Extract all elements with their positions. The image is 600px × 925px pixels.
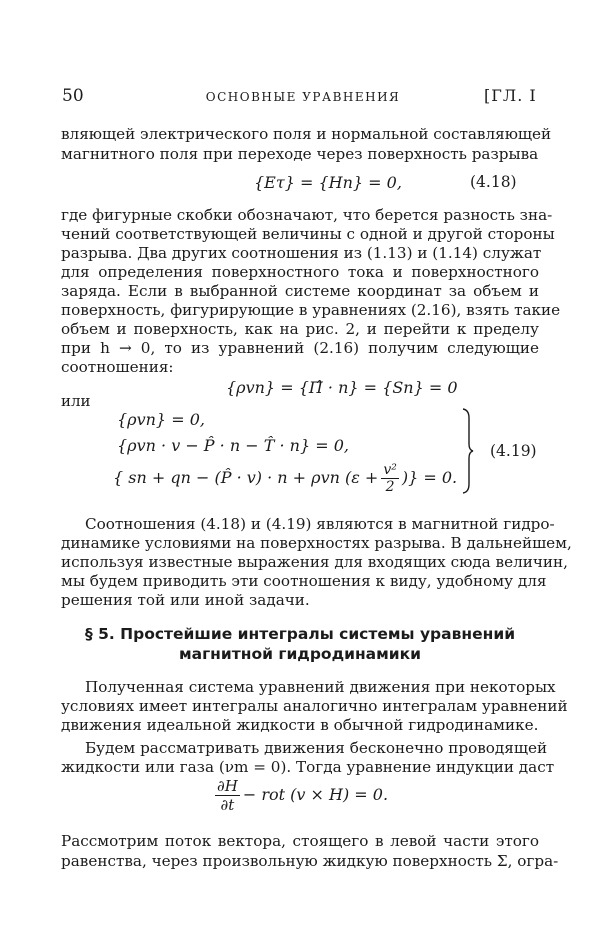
fraction-numerator: ∂H xyxy=(217,777,238,795)
section-heading-line2: магнитной гидродинамики xyxy=(178,645,422,663)
text-line: Будем рассматривать движения бесконечно проводящей xyxy=(85,739,548,757)
text-line: где фигурные скобки обозначают, что берется разность зна- xyxy=(61,206,553,224)
fraction-dH-dt xyxy=(215,777,240,814)
fraction-v2-over-2 xyxy=(381,462,399,495)
equation-induction-rest: − rot (v × H) = 0. xyxy=(242,785,389,804)
section-heading-line1: § 5. Простейшие интегралы системы уравнений xyxy=(84,625,516,643)
chapter-marker: [ГЛ. I xyxy=(484,86,537,105)
text-line: поверхность, фигурирующие в уравнениях (2.16), взять такие xyxy=(61,301,561,319)
equation-4-19-line3-right: )} = 0. xyxy=(401,468,458,487)
text-line: движения идеальной жидкости в обычной гидродинамике. xyxy=(61,716,539,734)
equation-4-19-line3 xyxy=(113,462,457,495)
equation-number-4-19: (4.19) xyxy=(490,442,537,460)
fraction-denominator: 2 xyxy=(385,479,395,495)
text-line: решения той или иной задачи. xyxy=(61,591,310,609)
right-brace-icon xyxy=(462,408,474,494)
fraction-denominator: ∂t xyxy=(220,796,235,814)
equation-induction xyxy=(212,777,388,814)
text-line: динамике условиями на поверхностях разрыва. В дальнейшем, xyxy=(61,534,572,552)
text-line: магнитного поля при переходе через поверхность разрыва xyxy=(61,145,539,163)
page-number: 50 xyxy=(62,86,84,106)
text-line: используя известные выражения для входящих сюда величин, xyxy=(61,553,568,571)
equation-4-19-line2: {ρvn · v − P̂ · n − T̂ · n} = 0, xyxy=(117,436,349,455)
equation-flux: {ρvn} = {Π̂ · n} = {Sn} = 0 xyxy=(226,378,458,397)
equation-number-4-18: (4.18) xyxy=(470,173,517,191)
text-line: для определения поверхностного тока и поверхностного xyxy=(61,263,539,281)
equation-4-18: {Eτ} = {Hn} = 0, xyxy=(254,173,402,192)
text-line: заряда. Если в выбранной системе координат за объем и xyxy=(61,282,539,300)
fraction-numerator: v² xyxy=(383,462,397,478)
text-line: чений соответствующей величины с одной и другой стороны xyxy=(61,225,555,243)
text-line: равенства, через произвольную жидкую поверхность Σ, огра- xyxy=(61,852,559,870)
equation-4-19-line3-left: { sn + qn − (P̂ · v) · n + ρvn (ε + xyxy=(113,468,379,487)
text-line: при h → 0, то из уравнений (2.16) получим следующие xyxy=(61,339,539,357)
word-or: или xyxy=(61,392,91,410)
text-line: условиях имеет интегралы аналогично интегралам уравнений xyxy=(61,697,568,715)
text-line: Полученная система уравнений движения при некоторых xyxy=(85,678,556,696)
text-line: Соотношения (4.18) и (4.19) являются в магнитной гидро- xyxy=(85,515,555,533)
running-title: ОСНОВНЫЕ УРАВНЕНИЯ xyxy=(205,90,401,104)
text-line: жидкости или газа (νm = 0). Тогда уравнение индукции даст xyxy=(61,758,555,776)
text-line: вляющей электрического поля и нормальной составляющей xyxy=(61,125,552,143)
equation-4-19-line1: {ρvn} = 0, xyxy=(117,410,205,429)
text-line: объем и поверхность, как на рис. 2, и перейти к пределу xyxy=(61,320,539,338)
text-line: соотношения: xyxy=(61,358,174,376)
text-line: Рассмотрим поток вектора, стоящего в левой части этого xyxy=(61,832,539,850)
text-line: разрыва. Два других соотношения из (1.13) и (1.14) служат xyxy=(61,244,542,262)
text-line: мы будем приводить эти соотношения к виду, удобному для xyxy=(61,572,547,590)
